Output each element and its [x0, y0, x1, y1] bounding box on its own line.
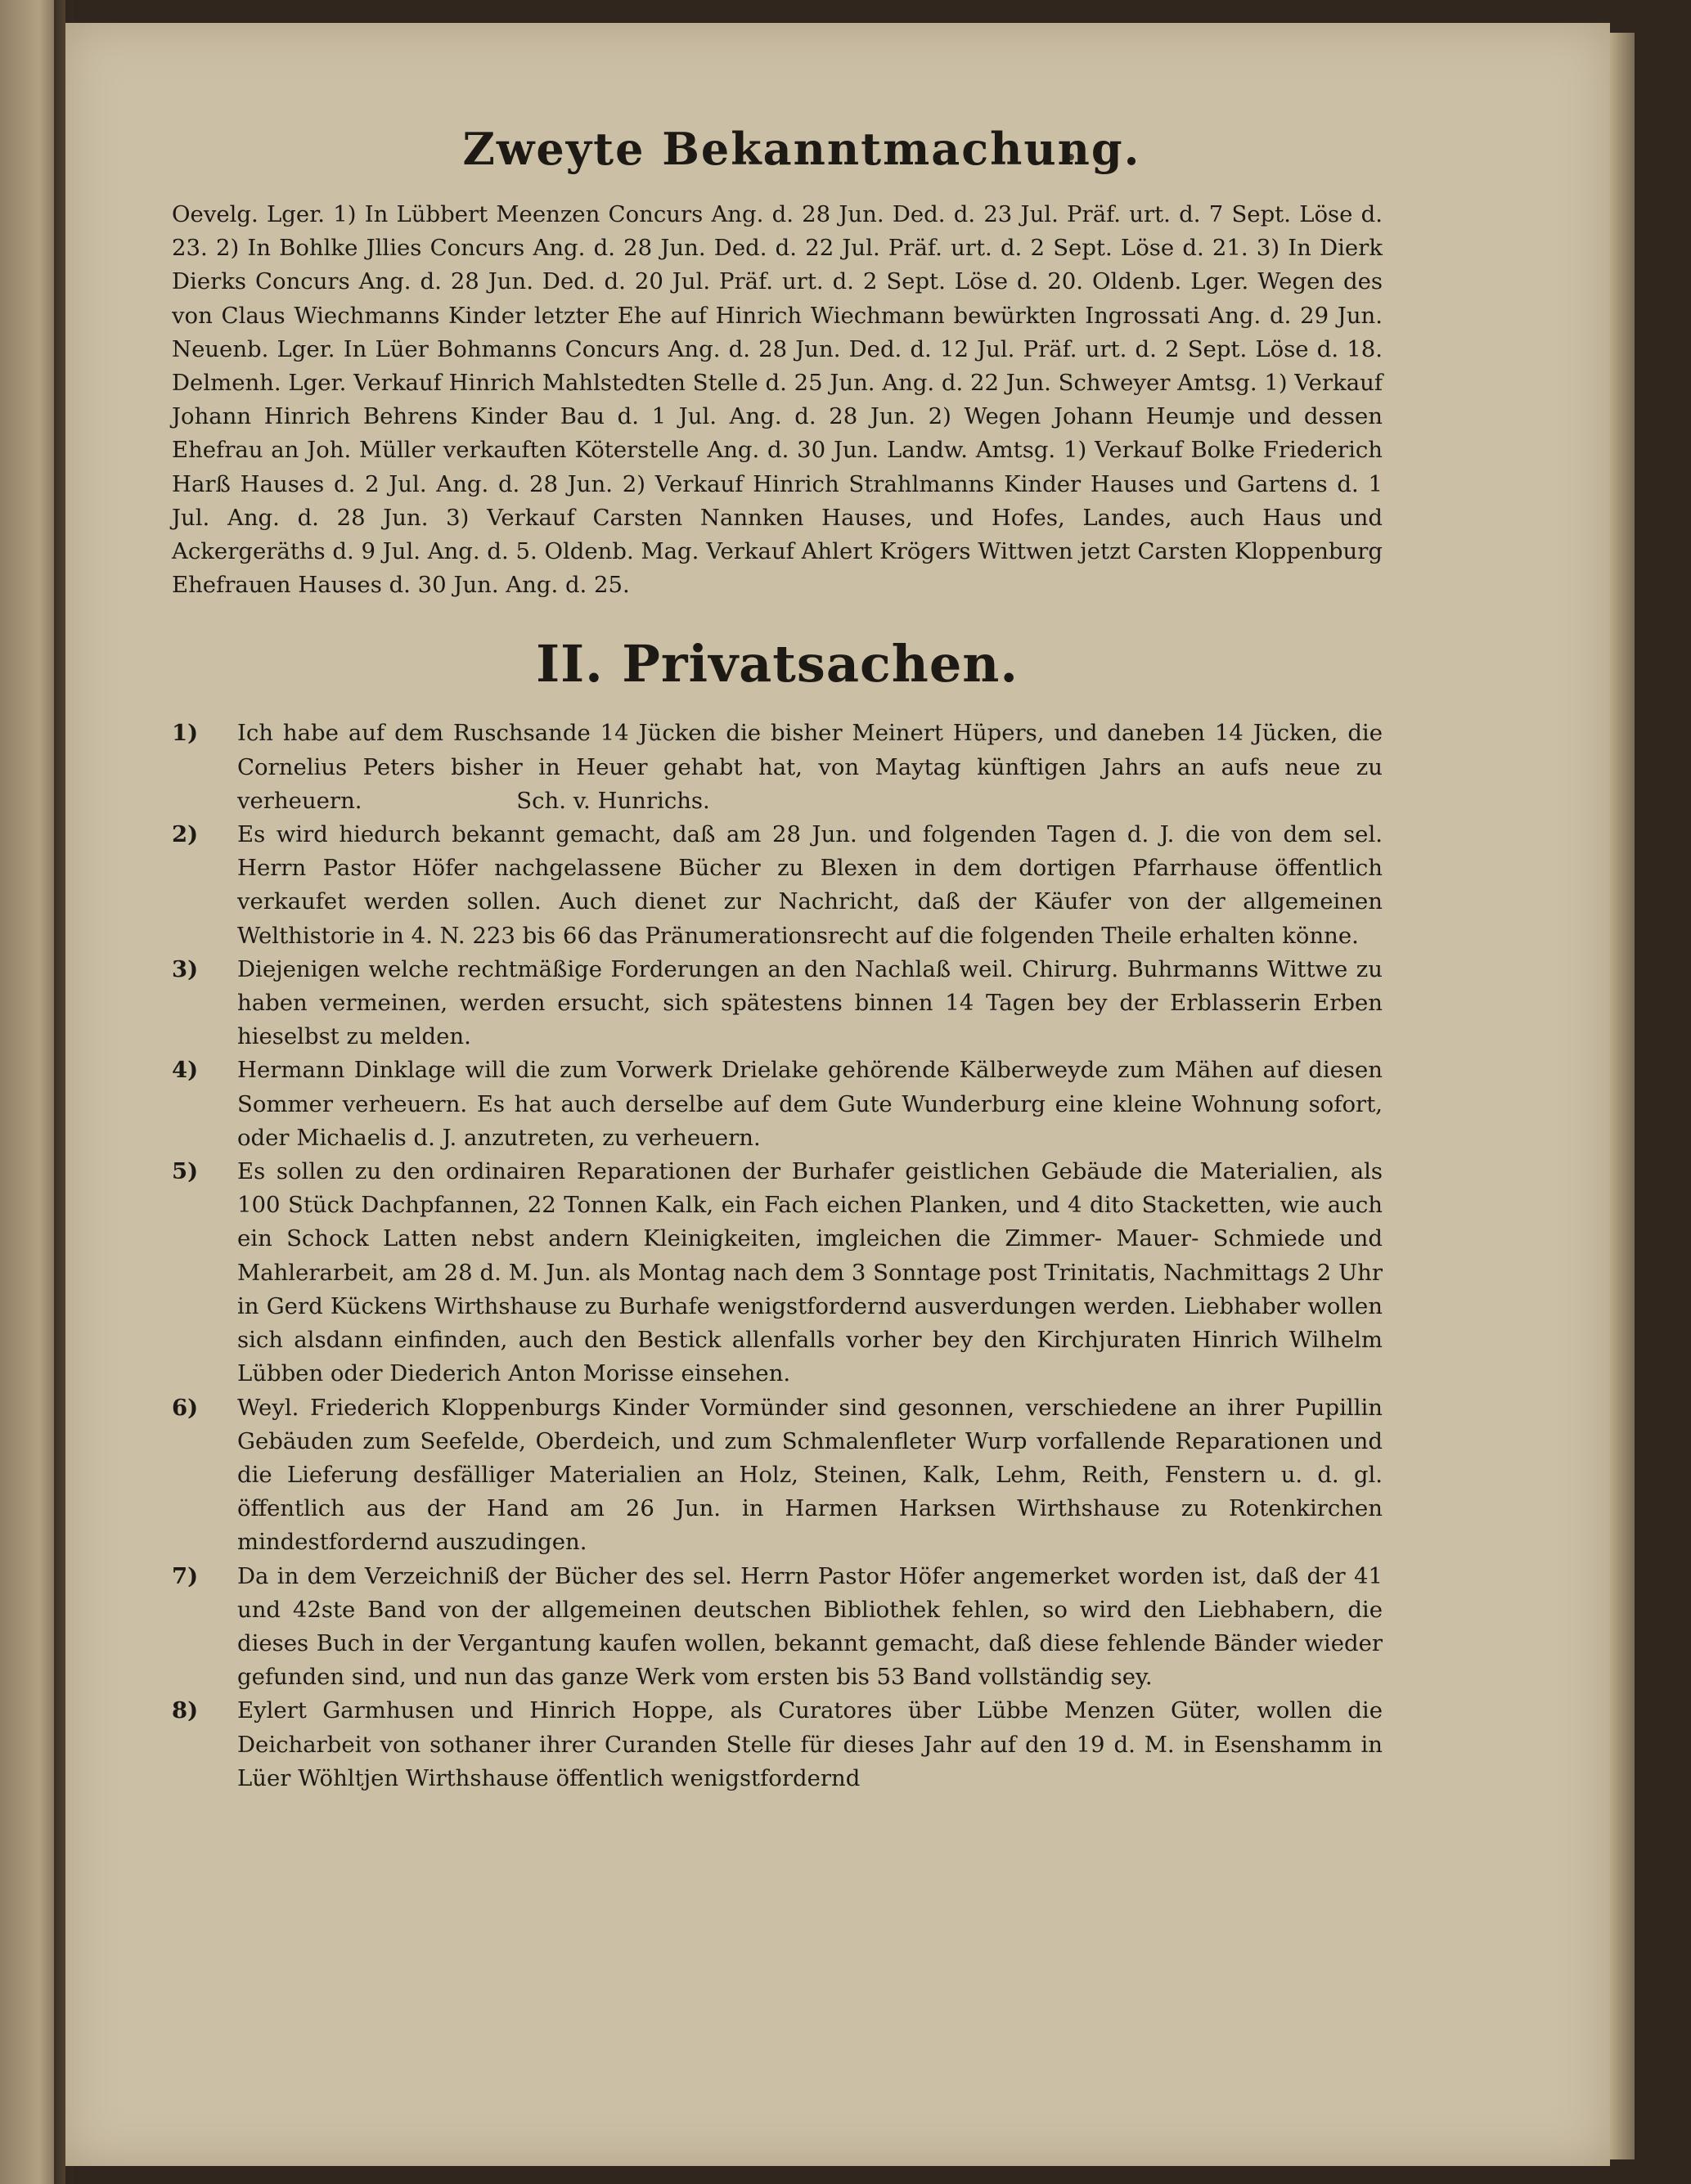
- item-text: Da in dem Verzeichniß der Bücher des sel. Herrn Pastor Höfer angemerket worden ist, daß der 41 und 42ste Band von der allgemeinen deutschen Bibliothek fehlen, so wird den Liebhabern, die dieses Buch in der Vergantung kaufen wollen, bekannt gemacht, daß diese fehlende Bänder wieder gefunden sind, und nun das ganze Werk vom ersten bis 53 Band vollständig sey.: [237, 1562, 1383, 1691]
- item-number: 1): [172, 720, 199, 747]
- list-item: [172, 1054, 1383, 1155]
- list-item: [172, 1391, 1383, 1560]
- item-number: 7): [172, 1562, 199, 1589]
- announcement-paragraph: Oevelg. Lger. 1) In Lübbert Meenzen Concurs Ang. d. 28 Jun. Ded. d. 23 Jul. Präf. urt. d. 7 Sept. Löse d. 23. 2) In Bohlke Jllies Concurs Ang. d. 28 Jun. Ded. d. 22 Jul. Präf. urt. d. 2 Sept. Löse d. 21. 3) In Dierk Dierks Concurs Ang. d. 28 Jun. Ded. d. 20 Jul. Präf. urt. d. 2 Sept. Löse d. 20. Oldenb. Lger. Wegen des von Claus Wiechmanns Kinder letzter Ehe auf Hinrich Wiechmann bewürkten Ingrossati Ang. d. 29 Jun. Neuenb. Lger. In Lüer Bohmanns Concurs Ang. d. 28 Jun. Ded. d. 12 Jul. Präf. urt. d. 2 Sept. Löse d. 18. Delmenh. Lger. Verkauf Hinrich Mahlstedten Stelle d. 25 Jun. Ang. d. 22 Jun. Schweyer Amtsg. 1) Verkauf Johann Hinrich Behrens Kinder Bau d. 1 Jul. Ang. d. 28 Jun. 2) Wegen Johann Heumje und dessen Ehefrau an Joh. Müller verkauften Köterstelle Ang. d. 30 Jun. Landw. Amtsg. 1) Verkauf Bolke Friederich Harß Hauses d. 2 Jul. Ang. d. 28 Jun. 2) Verkauf Hinrich Strahlmanns Kinder Hauses und Gartens d. 1 Jul. Ang. d. 28 Jun. 3) Verkauf Carsten Nannken Hauses, und Hofes, Landes, auch Haus und Ackergeräths d. 9 Jul. Ang. d. 5. Oldenb. Mag. Verkauf Ahlert Krögers Wittwen jetzt Carsten Kloppenburg Ehefrauen Hauses d. 30 Jun. Ang. d. 25.: [172, 201, 1383, 599]
- list-item: [172, 953, 1383, 1054]
- item-number: 6): [172, 1394, 199, 1421]
- item-text: Diejenigen welche rechtmäßige Forderungen an den Nachlaß weil. Chirurg. Buhrmanns Wittwe zu haben vermeinen, werden ersucht, sich spätestens binnen 14 Tagen bey der Erblasserin Erben hieselbst zu melden.: [237, 955, 1383, 1050]
- list-item: [172, 1694, 1383, 1795]
- item-text: Es sollen zu den ordinairen Reparationen der Burhafer geistlichen Gebäude die Materialien, als 100 Stück Dachpfannen, 22 Tonnen Kalk, ein Fach eichen Planken, und 4 dito Stacketten, wie auch ein Schock Latten nebst andern Kleinigkeiten, imgleichen die Zimmer- Mauer- Schmiede und Mahlerarbeit, am 28 d. M. Jun. als Montag nach dem 3 Sonntage post Trinitatis, Nachmittags 2 Uhr in Gerd Kückens Wirthshause zu Burhafe wenigstfordernd ausverdungen werden. Liebhaber wollen sich alsdann einfinden, auch den Bestick allenfalls vorher bey den Kirchjuraten Hinrich Wilhelm Lübben oder Diederich Anton Morisse einsehen.: [237, 1158, 1383, 1387]
- item-text: Ich habe auf dem Ruschsande 14 Jücken die bisher Meinert Hüpers, und daneben 14 Jücken, die Cornelius Peters bisher in Heuer gehabt hat, von Maytag künftigen Jahrs an aufs neue zu verheuern.: [237, 720, 1383, 814]
- item-text: Weyl. Friederich Kloppenburgs Kinder Vormünder sind gesonnen, verschiedene an ihrer Pupillin Gebäuden zum Seefelde, Oberdeich, und zum Schmalenfleter Wurp vorfallende Reparationen und die Lieferung desfälliger Materialien an Holz, Steinen, Kalk, Lehm, Reith, Fenstern u. d. gl. öffentlich aus der Hand am 26 Jun. in Harmen Harksen Wirthshause zu Rotenkirchen mindestfordernd auszudingen.: [237, 1394, 1383, 1556]
- section-heading: Zweyte Bekanntmachung.: [462, 123, 1141, 175]
- list-item: [172, 1155, 1383, 1391]
- list-item: [172, 1560, 1383, 1695]
- item-number: 3): [172, 955, 199, 982]
- item-number: 4): [172, 1057, 199, 1084]
- page-content: [172, 123, 1383, 1795]
- item-text: Hermann Dinklage will die zum Vorwerk Drielake gehörende Kälberweyde zum Mähen auf diesen Sommer verheuern. Es hat auch derselbe auf dem Gute Wunderburg eine kleine Wohnung sofort, oder Michaelis d. J. anzutreten, zu verheuern.: [237, 1057, 1383, 1151]
- private-items-list: [172, 717, 1383, 1795]
- item-text: Eylert Garmhusen und Hinrich Hoppe, als Curatores über Lübbe Menzen Güter, wollen die Deicharbeit von sothaner ihrer Curanden Stelle für dieses Jahr auf den 19 d. M. in Esenshamm in Lüer Wöhltjen Wirthshause öffentlich wenigstfordernd: [237, 1697, 1383, 1791]
- item-number: 5): [172, 1158, 199, 1185]
- item-text: Es wird hiedurch bekannt gemacht, daß am 28 Jun. und folgenden Tagen d. J. die von dem sel. Herrn Pastor Höfer nachgelassene Bücher zu Blexen in dem dortigen Pfarrhause öffentlich verkaufet werden sollen. Auch dienet zur Nachricht, daß der Käufer von der allgemeinen Welthistorie in 4. N. 223 bis 66 das Pränumerationsrecht auf die folgenden Theile erhalten könne.: [237, 821, 1383, 949]
- item-number: 8): [172, 1697, 199, 1724]
- item-signature: Sch. v. Hunrichs.: [516, 787, 710, 814]
- item-number: 2): [172, 821, 199, 848]
- page-edge-stack: [1610, 33, 1635, 2159]
- list-item: [172, 717, 1383, 818]
- list-item: [172, 818, 1383, 953]
- private-matters-heading: II. Privatsachen.: [536, 634, 1019, 694]
